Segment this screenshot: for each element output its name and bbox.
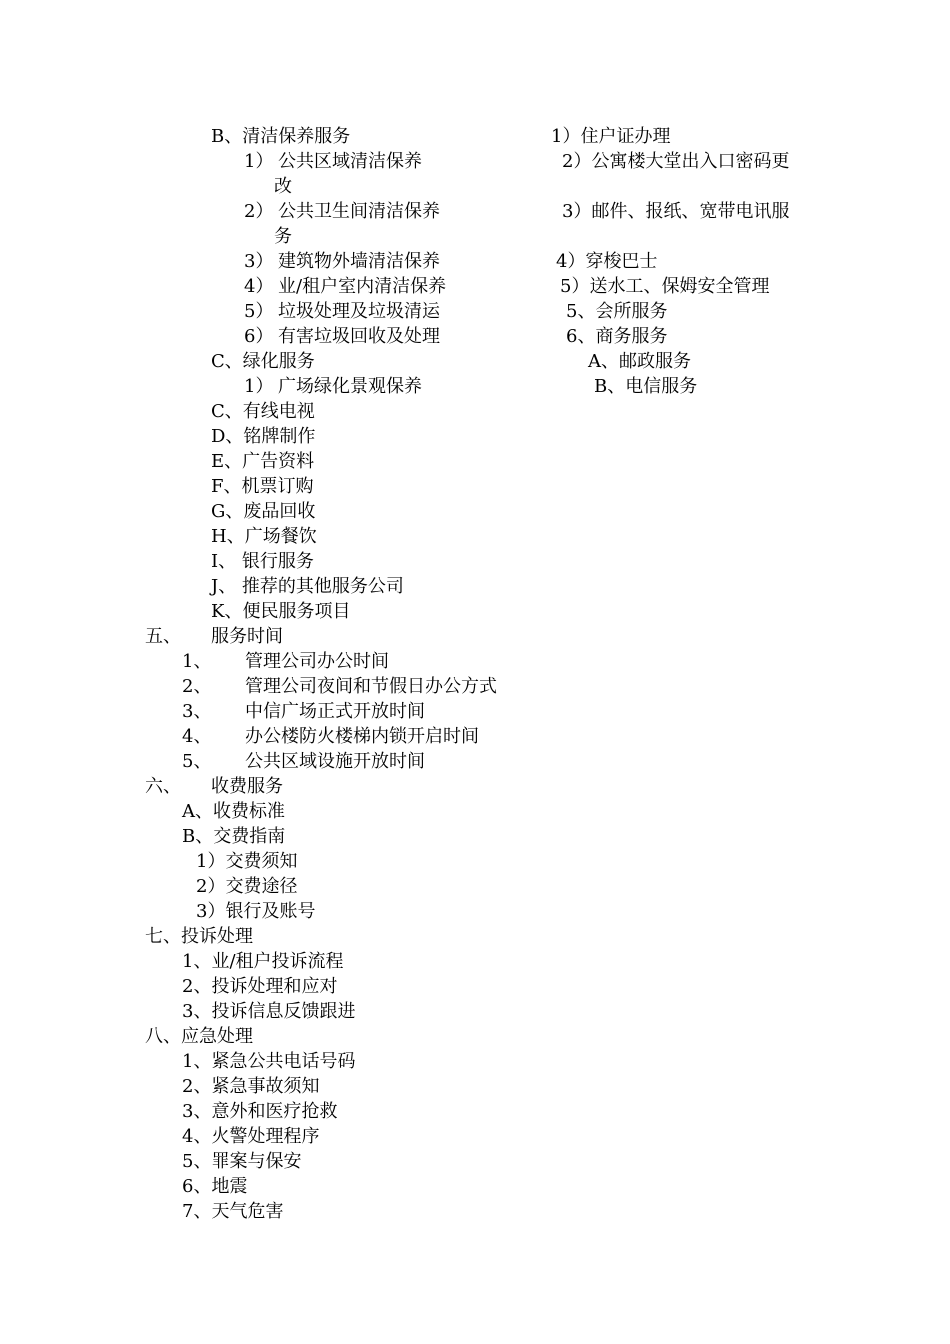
sec6-subitem-2: 2）交费途径 xyxy=(196,876,298,897)
sec8-item-6: 6、地震 xyxy=(182,1176,248,1197)
b-item-6 xyxy=(244,325,440,349)
c-greening-heading: C、绿化服务 xyxy=(211,351,315,372)
right-item-3-wrap: 务 xyxy=(274,226,292,247)
right-item-2: 2）公寓楼大堂出入口密码更 xyxy=(562,151,790,172)
item-number: 1） xyxy=(244,151,274,172)
right-item-4: 4）穿梭巴士 xyxy=(556,251,658,272)
item-text: 管理公司夜间和节假日办公方式 xyxy=(245,676,497,697)
c-item-1 xyxy=(244,375,422,399)
item-number: 2） xyxy=(244,201,274,222)
item-text: 中信广场正式开放时间 xyxy=(245,701,425,722)
sec8-item-7: 7、天气危害 xyxy=(182,1201,284,1222)
item-text: 公共区域清洁保养 xyxy=(278,151,422,172)
letter-item-k: K、便民服务项目 xyxy=(211,601,351,622)
sec6-item-b: B、交费指南 xyxy=(182,826,286,847)
sec8-item-2: 2、紧急事故须知 xyxy=(182,1076,320,1097)
letter-item-d: D、铭牌制作 xyxy=(211,426,316,447)
letter-item-g: G、废品回收 xyxy=(211,501,316,522)
letter-item-h: H、广场餐饮 xyxy=(211,526,317,547)
item-number: 5、 xyxy=(182,751,212,772)
sec5-item-5 xyxy=(182,750,425,774)
item-text: 垃圾处理及垃圾清运 xyxy=(278,301,440,322)
sec7-item-1: 1、业/租户投诉流程 xyxy=(182,951,344,972)
sec8-item-1: 1、紧急公共电话号码 xyxy=(182,1051,356,1072)
sec7-item-2: 2、投诉处理和应对 xyxy=(182,976,338,997)
item-number: 5） xyxy=(244,301,274,322)
right-item-5: 5）送水工、保姆安全管理 xyxy=(560,276,770,297)
sec7-item-3: 3、投诉信息反馈跟进 xyxy=(182,1001,356,1022)
item-number: 4、 xyxy=(182,726,212,747)
right-item-3: 3）邮件、报纸、宽带电讯服 xyxy=(562,201,790,222)
section-8-heading: 八、应急处理 xyxy=(145,1026,253,1047)
b-item-2 xyxy=(244,200,440,224)
sec6-subitem-3: 3）银行及账号 xyxy=(196,901,316,922)
item-text: 管理公司办公时间 xyxy=(245,651,389,672)
sec8-item-3: 3、意外和医疗抢救 xyxy=(182,1101,338,1122)
letter-item-f: F、机票订购 xyxy=(211,476,314,497)
b-item-4 xyxy=(244,275,446,299)
item-text: 办公楼防火楼梯内锁开启时间 xyxy=(245,726,479,747)
right-item-business: 6、商务服务 xyxy=(566,326,668,347)
right-item-1: 1）住户证办理 xyxy=(551,126,671,147)
right-item-clubhouse: 5、会所服务 xyxy=(566,301,668,322)
section-number: 五、 xyxy=(145,626,181,647)
sec8-item-4: 4、火警处理程序 xyxy=(182,1126,320,1147)
item-number: 4） xyxy=(244,276,274,297)
section-title: 服务时间 xyxy=(211,626,283,647)
right-item-2-wrap: 改 xyxy=(274,176,292,197)
item-text: 有害垃圾回收及处理 xyxy=(278,326,440,347)
right-item-postal: A、邮政服务 xyxy=(588,351,691,372)
right-item-telecom: B、电信服务 xyxy=(594,376,698,397)
item-text: 公共卫生间清洁保养 xyxy=(278,201,440,222)
item-number: 1、 xyxy=(182,651,212,672)
section-7-heading: 七、投诉处理 xyxy=(145,926,253,947)
section-6-heading xyxy=(145,775,283,799)
b-item-5 xyxy=(244,300,440,324)
item-text: 建筑物外墙清洁保养 xyxy=(278,251,440,272)
letter-item-j: J、 推荐的其他服务公司 xyxy=(211,576,404,597)
item-number: 3） xyxy=(244,251,274,272)
b-item-1 xyxy=(244,150,422,174)
sec5-item-4 xyxy=(182,725,479,749)
item-number: 6） xyxy=(244,326,274,347)
item-text: 公共区域设施开放时间 xyxy=(245,751,425,772)
sec8-item-5: 5、罪案与保安 xyxy=(182,1151,302,1172)
section-number: 六、 xyxy=(145,776,181,797)
item-number: 3、 xyxy=(182,701,212,722)
sec5-item-2 xyxy=(182,675,497,699)
sec6-subitem-1: 1）交费须知 xyxy=(196,851,298,872)
letter-item-c: C、有线电视 xyxy=(211,401,315,422)
b-item-3 xyxy=(244,250,440,274)
sec6-item-a: A、收费标准 xyxy=(182,801,285,822)
letter-item-i: I、 银行服务 xyxy=(211,551,314,572)
letter-item-e: E、广告资料 xyxy=(211,451,315,472)
item-text: 业/租户室内清洁保养 xyxy=(278,276,447,297)
b-cleaning-heading: B、清洁保养服务 xyxy=(211,126,351,147)
item-text: 广场绿化景观保养 xyxy=(278,376,422,397)
section-5-heading xyxy=(145,625,283,649)
sec5-item-3 xyxy=(182,700,425,724)
sec5-item-1 xyxy=(182,650,389,674)
item-number: 1） xyxy=(244,376,274,397)
section-title: 收费服务 xyxy=(211,776,283,797)
item-number: 2、 xyxy=(182,676,212,697)
